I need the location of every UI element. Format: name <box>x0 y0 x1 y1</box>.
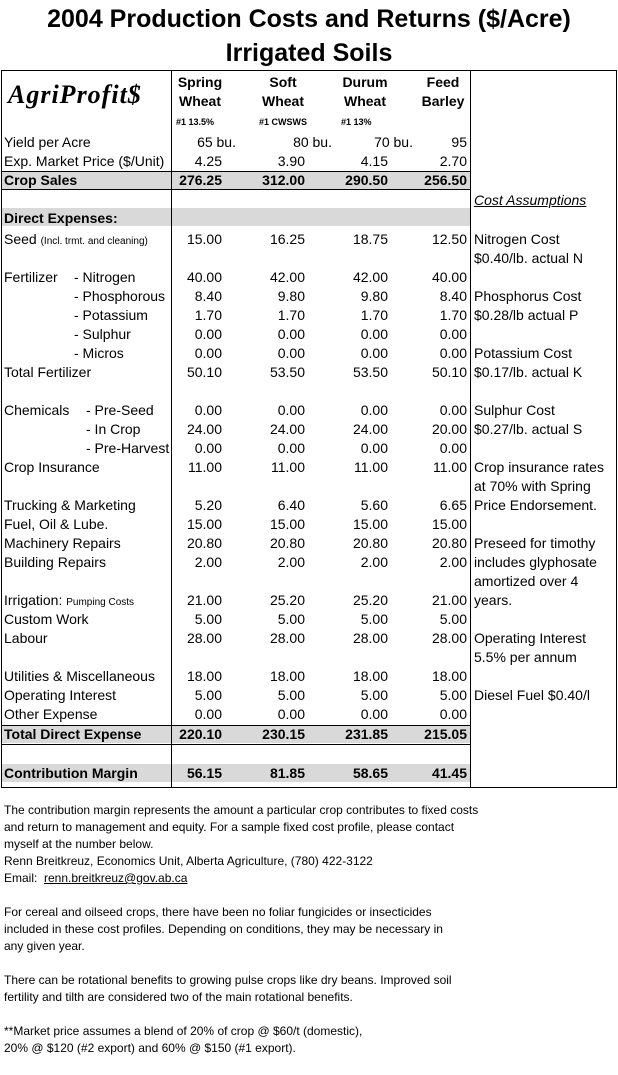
cost-assumption-line: Nitrogen Cost <box>474 231 560 247</box>
cell-total-direct: 230.15 <box>262 726 305 742</box>
cost-assumption-line: Preseed for timothy <box>474 535 596 551</box>
cell-irrigation: 21.00 <box>186 592 222 608</box>
row-label-text: Other Expense <box>4 706 98 722</box>
footer-line: myself at the number below. <box>4 837 154 851</box>
table-border-right <box>616 70 617 788</box>
cell-nitrogen: 40.00 <box>186 269 222 285</box>
crop-header-line1: Feed <box>426 74 460 90</box>
row-label-text: Direct Expenses: <box>4 210 118 226</box>
row-label-interest <box>4 686 116 705</box>
cell-margin: 56.15 <box>186 765 222 781</box>
row-label-fuel <box>4 515 108 534</box>
cell-potassium: 1.70 <box>277 307 305 323</box>
cell-utilities: 18.00 <box>186 668 222 684</box>
cell-micros: 0.00 <box>439 345 467 361</box>
cell-insurance: 11.00 <box>354 459 388 475</box>
cell-insurance: 11.00 <box>433 459 467 475</box>
row-label-sales <box>4 171 77 190</box>
row-label-custom <box>4 610 89 629</box>
footer-line: any given year. <box>4 939 85 953</box>
crop-header-line2: Wheat <box>179 93 221 109</box>
cell-incrop: 24.00 <box>352 421 388 437</box>
cost-assumption-line: Crop insurance rates <box>474 459 604 475</box>
row-label-text: Machinery Repairs <box>4 535 121 551</box>
cell-phosphorous: 8.40 <box>194 288 222 304</box>
cell-preseed: 0.00 <box>439 402 467 418</box>
cell-trucking: 5.20 <box>194 497 222 513</box>
row-label-text: Total Fertilizer <box>4 364 92 380</box>
cell-irrigation: 21.00 <box>431 592 467 608</box>
row-label-potassium <box>74 306 148 325</box>
crop-grade: #1 13% <box>341 117 372 127</box>
cell-phosphorous: 8.40 <box>439 288 467 304</box>
cell-machinery: 20.80 <box>352 535 388 551</box>
cell-other: 0.00 <box>360 706 388 722</box>
cell-labour: 28.00 <box>352 630 388 646</box>
cell-custom: 5.00 <box>360 611 388 627</box>
email-label: Email: <box>4 871 38 885</box>
cell-preseed: 0.00 <box>360 402 388 418</box>
cell-sulphur: 0.00 <box>439 326 467 342</box>
footer-notes <box>4 802 614 1074</box>
row-label-text: - Pre-Seed <box>86 402 154 418</box>
cell-machinery: 20.80 <box>186 535 222 551</box>
row-label-text: Custom Work <box>4 611 89 627</box>
cell-potassium: 1.70 <box>439 307 467 323</box>
cell-sulphur: 0.00 <box>360 326 388 342</box>
cell-insurance: 11.00 <box>188 459 222 475</box>
cell-yield: 70 bu. <box>374 134 413 150</box>
cell-preharvest: 0.00 <box>194 440 222 456</box>
crop-header-line1: Spring <box>177 74 223 90</box>
cost-assumption-line: Potassium Cost <box>474 345 573 361</box>
page-subtitle: Irrigated Soils <box>225 39 393 67</box>
cell-price: 4.15 <box>360 153 388 169</box>
cell-micros: 0.00 <box>360 345 388 361</box>
cell-total-fert: 53.50 <box>352 364 388 380</box>
cell-sulphur: 0.00 <box>194 326 222 342</box>
cell-price: 2.70 <box>439 153 467 169</box>
cell-nitrogen: 40.00 <box>431 269 467 285</box>
row-label-text: Total Direct Expense <box>4 726 142 742</box>
cell-micros: 0.00 <box>277 345 305 361</box>
footer-line: fertility and tilth are considered two of the main rotational benefits. <box>4 990 353 1004</box>
footer-paragraph-2 <box>4 904 614 955</box>
cell-preharvest: 0.00 <box>277 440 305 456</box>
row-label-text: Yield per Acre <box>4 134 91 150</box>
row-label-nitrogen <box>74 268 135 287</box>
crop-header-line1: Soft <box>269 74 297 90</box>
cell-yield: 65 bu. <box>197 134 236 150</box>
cost-assumption-line: Operating Interest <box>474 630 587 646</box>
crop-grade: #1 13.5% <box>176 117 215 127</box>
cell-irrigation: 25.20 <box>269 592 305 608</box>
cell-interest: 5.00 <box>439 687 467 703</box>
row-label-subtext: Pumping Costs <box>66 597 135 608</box>
cost-assumption-line: $0.28/lb actual P <box>474 307 579 323</box>
row-label-margin <box>4 764 138 783</box>
cell-incrop: 24.00 <box>186 421 222 437</box>
row-label-text: Labour <box>4 630 48 646</box>
row-label-subtext: (Incl. trmt. and cleaning) <box>40 236 148 247</box>
cell-sulphur: 0.00 <box>277 326 305 342</box>
cell-preharvest: 0.00 <box>439 440 467 456</box>
cell-sales: 290.50 <box>345 172 388 188</box>
cell-interest: 5.00 <box>277 687 305 703</box>
row-label-text: - In Crop <box>86 421 141 437</box>
column-divider <box>470 70 471 788</box>
footer-paragraph-1 <box>4 802 614 887</box>
cost-assumption-line: 5.5% per annum <box>474 649 577 665</box>
cost-assumption-line: $0.17/lb. actual K <box>474 364 583 380</box>
cell-other: 0.00 <box>439 706 467 722</box>
cell-sales: 256.50 <box>424 172 467 188</box>
row-label-text: - Potassium <box>74 307 148 323</box>
row-label-text: Contribution Margin <box>4 765 138 781</box>
cost-assumption-line: Diesel Fuel $0.40/l <box>474 687 590 703</box>
cell-machinery: 20.80 <box>431 535 467 551</box>
row-label-preseed <box>86 401 154 420</box>
crop-header-line2: Barley <box>421 93 465 109</box>
footer-line: and return to management and equity. For a sample fixed cost profile, please contact <box>4 820 455 834</box>
cell-custom: 5.00 <box>277 611 305 627</box>
footer-line: included in these cost profiles. Depending on conditions, they may be necessary in <box>4 922 443 936</box>
row-label-text: Building Repairs <box>4 554 106 570</box>
cell-nitrogen: 42.00 <box>269 269 305 285</box>
row-label-text: Exp. Market Price ($/Unit) <box>4 153 165 169</box>
cell-fuel: 15.00 <box>431 516 467 532</box>
cell-machinery: 20.80 <box>269 535 305 551</box>
cell-building: 2.00 <box>194 554 222 570</box>
row-label-text: Crop Sales <box>4 172 78 188</box>
crop-header-line2: Wheat <box>262 93 304 109</box>
row-label-text: Irrigation: <box>4 592 63 608</box>
crop-grade: #1 CWSWS <box>259 117 308 127</box>
row-label-chemicals: Chemicals <box>4 402 70 418</box>
total-divider <box>1 744 470 745</box>
row-label-total-direct <box>4 725 141 744</box>
row-label-text: Fuel, Oil & Lube. <box>4 516 109 532</box>
row-label-text: Operating Interest <box>4 687 117 703</box>
crop-header-line1: Durum <box>342 74 388 90</box>
agriprofit-logo: AgriProfit$ <box>8 80 142 109</box>
row-label-text: Crop Insurance <box>4 459 100 475</box>
row-label-machinery <box>4 534 121 553</box>
cell-incrop: 24.00 <box>269 421 305 437</box>
cell-labour: 28.00 <box>269 630 305 646</box>
cell-total-direct: 215.05 <box>424 726 467 742</box>
cell-custom: 5.00 <box>439 611 467 627</box>
row-label-micros <box>74 344 124 363</box>
cost-assumption-line: Sulphur Cost <box>474 402 555 418</box>
cost-assumption-line: at 70% with Spring <box>474 478 591 494</box>
cell-preseed: 0.00 <box>194 402 222 418</box>
row-label-text: - Sulphur <box>74 326 131 342</box>
cell-price: 3.90 <box>277 153 305 169</box>
table-border-left <box>1 70 2 788</box>
cell-total-fert: 50.10 <box>186 364 222 380</box>
cost-table <box>0 70 618 788</box>
row-label-text: Trucking & Marketing <box>4 497 136 513</box>
row-label-building <box>4 553 106 572</box>
cell-potassium: 1.70 <box>360 307 388 323</box>
row-label-trucking <box>4 496 136 515</box>
page-title: 2004 Production Costs and Returns ($/Acre) <box>47 5 571 33</box>
cell-yield: 80 bu. <box>293 134 332 150</box>
cell-seed: 12.50 <box>431 231 467 247</box>
cell-labour: 28.00 <box>186 630 222 646</box>
row-label-irrigation <box>4 591 134 612</box>
cell-interest: 5.00 <box>194 687 222 703</box>
cell-interest: 5.00 <box>360 687 388 703</box>
cell-yield: 95 <box>451 134 467 150</box>
cell-building: 2.00 <box>439 554 467 570</box>
cell-phosphorous: 9.80 <box>360 288 388 304</box>
footer-line: For cereal and oilseed crops, there have been no foliar fungicides or insecticides <box>4 905 432 919</box>
cell-total-direct: 220.10 <box>179 726 222 742</box>
cell-building: 2.00 <box>277 554 305 570</box>
cell-total-direct: 231.85 <box>345 726 388 742</box>
footer-paragraph-4 <box>4 1023 614 1057</box>
cell-sales: 276.25 <box>179 172 222 188</box>
cell-total-fert: 53.50 <box>269 364 305 380</box>
cell-trucking: 6.40 <box>277 497 305 513</box>
cell-custom: 5.00 <box>194 611 222 627</box>
cell-price: 4.25 <box>194 153 222 169</box>
cell-margin: 81.85 <box>269 765 305 781</box>
row-label-text: - Micros <box>74 345 124 361</box>
cell-utilities: 18.00 <box>269 668 305 684</box>
cell-margin: 58.65 <box>352 765 388 781</box>
row-label-text: Utilities & Miscellaneous <box>4 668 155 684</box>
row-label-text: Seed <box>4 231 37 247</box>
cost-assumption-line: $0.40/lb. actual N <box>474 250 583 266</box>
table-border-bottom <box>1 787 617 788</box>
row-label-direct-header <box>4 209 118 228</box>
cell-preseed: 0.00 <box>277 402 305 418</box>
cell-fuel: 15.00 <box>186 516 222 532</box>
row-label-price <box>4 152 164 171</box>
cell-building: 2.00 <box>360 554 388 570</box>
table-border-top <box>1 70 617 71</box>
cell-seed: 15.00 <box>186 231 222 247</box>
footer-line: Renn Breitkreuz, Economics Unit, Alberta Agriculture, (780) 422-3122 <box>4 854 373 868</box>
row-label-fertilizer: Fertilizer <box>4 269 58 285</box>
cost-assumption-line: $0.27/lb. actual S <box>474 421 583 437</box>
cell-total-fert: 50.10 <box>431 364 467 380</box>
row-label-labour <box>4 629 48 648</box>
cell-seed: 16.25 <box>269 231 305 247</box>
cell-labour: 28.00 <box>431 630 467 646</box>
cost-assumption-line: years. <box>474 592 513 608</box>
cost-assumption-line: Phosphorus Cost <box>474 288 582 304</box>
cell-fuel: 15.00 <box>352 516 388 532</box>
row-label-seed <box>4 230 148 251</box>
row-label-other <box>4 705 97 724</box>
row-label-text: - Pre-Harvest <box>86 440 170 456</box>
email-link[interactable]: renn.breitkreuz@gov.ab.ca <box>44 871 188 885</box>
row-label-utilities <box>4 667 155 686</box>
cell-seed: 18.75 <box>352 231 388 247</box>
cell-sales: 312.00 <box>262 172 305 188</box>
row-label-insurance <box>4 458 100 477</box>
cell-incrop: 20.00 <box>431 421 467 437</box>
crop-header-line2: Wheat <box>344 93 386 109</box>
cell-fuel: 15.00 <box>269 516 305 532</box>
cost-assumption-line: amortized over 4 <box>474 573 579 589</box>
cell-nitrogen: 42.00 <box>352 269 388 285</box>
row-label-yield <box>4 133 91 152</box>
footer-line: **Market price assumes a blend of 20% of crop @ $60/t (domestic), <box>4 1024 363 1038</box>
cell-trucking: 6.65 <box>439 497 467 513</box>
footer-paragraph-3 <box>4 972 614 1006</box>
cost-assumption-line: includes glyphosate <box>474 554 597 570</box>
cell-other: 0.00 <box>194 706 222 722</box>
cell-phosphorous: 9.80 <box>277 288 305 304</box>
cell-utilities: 18.00 <box>352 668 388 684</box>
row-label-incrop <box>86 420 140 439</box>
cell-potassium: 1.70 <box>194 307 222 323</box>
cell-insurance: 11.00 <box>271 459 305 475</box>
cell-preharvest: 0.00 <box>360 440 388 456</box>
footer-line: 20% @ $120 (#2 export) and 60% @ $150 (#1 export). <box>4 1041 296 1055</box>
cell-micros: 0.00 <box>194 345 222 361</box>
row-label-text: - Phosphorous <box>74 288 166 304</box>
cost-assumption-line: Price Endorsement. <box>474 497 597 513</box>
cost-assumptions-header: Cost Assumptions <box>474 192 587 208</box>
cell-utilities: 18.00 <box>431 668 467 684</box>
footer-line: The contribution margin represents the amount a particular crop contributes to fixed costs <box>4 803 479 817</box>
row-label-text: - Nitrogen <box>74 269 136 285</box>
row-label-total-fert <box>4 363 91 382</box>
cell-other: 0.00 <box>277 706 305 722</box>
footer-line: There can be rotational benefits to growing pulse crops like dry beans. Improved soil <box>4 973 452 987</box>
cell-trucking: 5.60 <box>360 497 388 513</box>
cell-margin: 41.45 <box>431 765 467 781</box>
row-label-sulphur <box>74 325 131 344</box>
cell-irrigation: 25.20 <box>352 592 388 608</box>
